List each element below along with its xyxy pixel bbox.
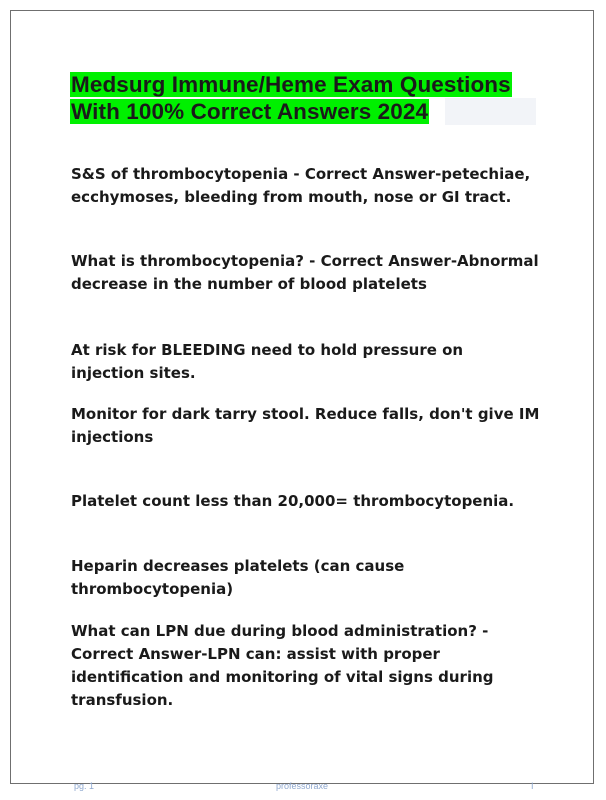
- document-title: [70, 71, 536, 125]
- qa-paragraph-6: Heparin decreases platelets (can cause thrombocytopenia): [71, 557, 405, 598]
- title-line-1: [70, 71, 536, 98]
- qa-paragraph-5: Platelet count less than 20,000= thrombocytopenia.: [71, 492, 515, 510]
- qa-paragraph-4: Monitor for dark tarry stool. Reduce falls, don't give IM injections: [71, 405, 540, 446]
- qa-paragraph-1: S&S of thrombocytopenia - Correct Answer-petechiae, ecchymoses, bleeding from mouth, nose or GI tract.: [71, 165, 531, 206]
- footer-page-label: pg. 1: [74, 781, 95, 791]
- qa-paragraph-7: What can LPN due during blood administration? - Correct Answer-LPN can: assist with proper identification and monitoring of vital signs during transfusion.: [71, 622, 494, 709]
- qa-paragraph-2: What is thrombocytopenia? - Correct Answer-Abnormal decrease in the number of blood platelets: [71, 252, 539, 293]
- footer-page-count: I: [531, 781, 534, 791]
- title-heading: [70, 71, 536, 125]
- title-line-1-text: Medsurg Immune/Heme Exam Questions: [71, 72, 511, 97]
- qa-paragraph-3: At risk for BLEEDING need to hold pressure on injection sites.: [71, 341, 464, 382]
- footer-author: professoraxe: [276, 781, 329, 791]
- title-line-2: [70, 98, 536, 125]
- title-line-2-text: With 100% Correct Answers 2024: [71, 99, 429, 124]
